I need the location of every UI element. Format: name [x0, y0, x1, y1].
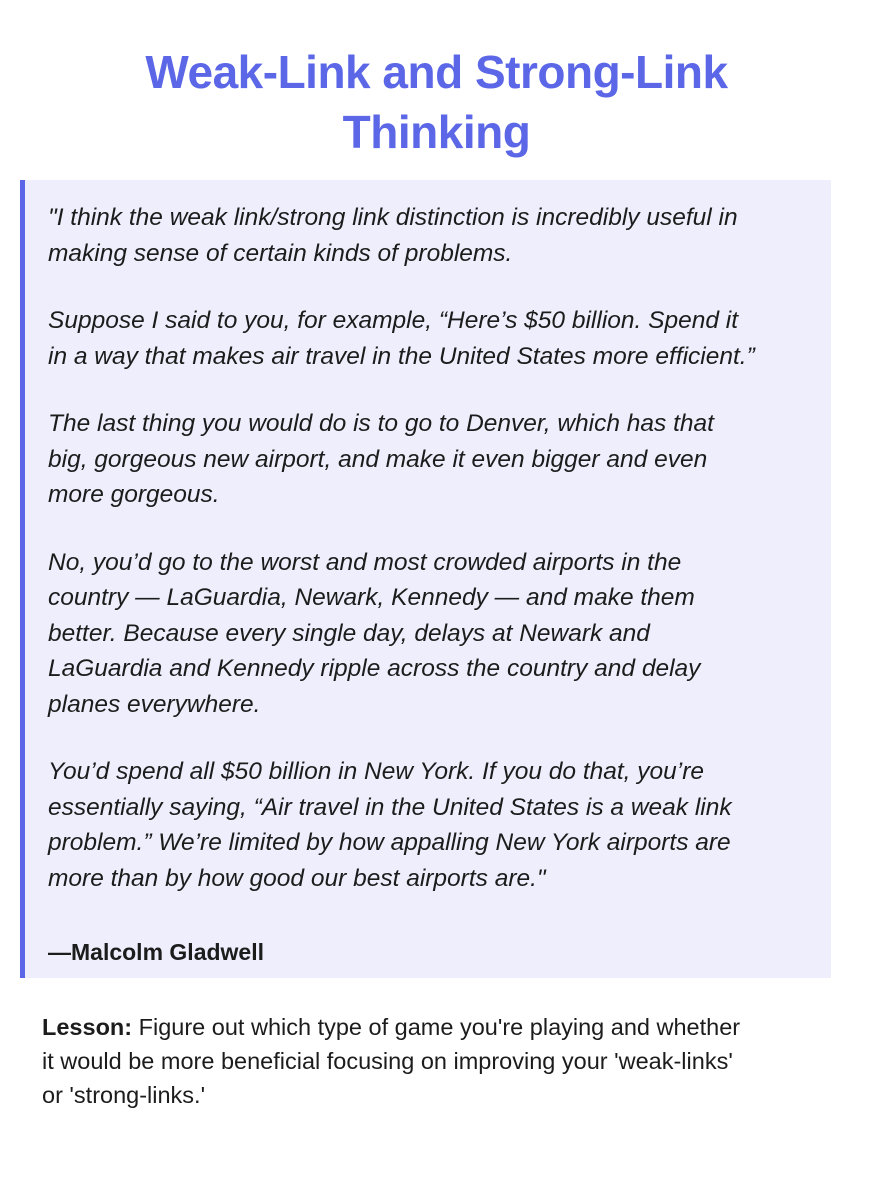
quote-paragraph-3: [48, 406, 807, 513]
lesson-line-2: it would be more beneficial focusing on improving your 'weak-links': [42, 1048, 733, 1074]
lesson-line-3: or 'strong-links.': [42, 1082, 206, 1108]
quote-block: [20, 180, 831, 978]
quote-line: LaGuardia and Kennedy ripple across the country and delay: [48, 655, 701, 682]
quote-line: "I think the weak link/strong link distinction is incredibly useful in: [48, 204, 738, 231]
quote-line: The last thing you would do is to go to Denver, which has that: [48, 410, 714, 437]
lesson-text: [42, 1010, 842, 1112]
title-line-1: Weak-Link and Strong-Link: [145, 46, 728, 98]
quote-line: country — LaGuardia, Newark, Kennedy — and make them: [48, 584, 695, 611]
quote-paragraph-1: [48, 200, 807, 271]
lesson-line-1-text: Figure out which type of game you're playing and whether: [132, 1014, 741, 1040]
quote-line: essentially saying, “Air travel in the United States is a weak link: [48, 793, 732, 821]
quote-line: making sense of certain kinds of problems.: [48, 239, 513, 267]
quote-attribution: —Malcolm Gladwell: [48, 939, 264, 965]
quote-line: problem.” We’re limited by how appalling New York airports are: [48, 829, 731, 856]
quote-line: Suppose I said to you, for example, “Here’s $50 billion. Spend it: [48, 307, 739, 334]
quote-line: more gorgeous.: [48, 481, 220, 508]
title-line-2: Thinking: [342, 106, 531, 158]
quote-line: in a way that makes air travel in the United States more efficient.”: [48, 342, 755, 370]
quote-paragraph-5: [48, 754, 807, 896]
quote-line: planes everywhere.: [48, 690, 261, 718]
quote-line: big, gorgeous new airport, and make it even bigger and even: [48, 445, 708, 473]
quote-line: better. Because every single day, delays at Newark and: [48, 619, 650, 647]
lesson-line-1: [42, 1010, 842, 1044]
quote-paragraph-2: [48, 303, 807, 374]
lesson-label: Lesson:: [42, 1014, 133, 1040]
quote-line: You’d spend all $50 billion in New York. If you do that, you’re: [48, 758, 705, 785]
quote-line: No, you’d go to the worst and most crowded airports in the: [48, 548, 682, 576]
page-title: [0, 42, 873, 162]
quote-paragraph-4: [48, 545, 807, 723]
quote-line: more than by how good our best airports are.": [48, 864, 546, 892]
